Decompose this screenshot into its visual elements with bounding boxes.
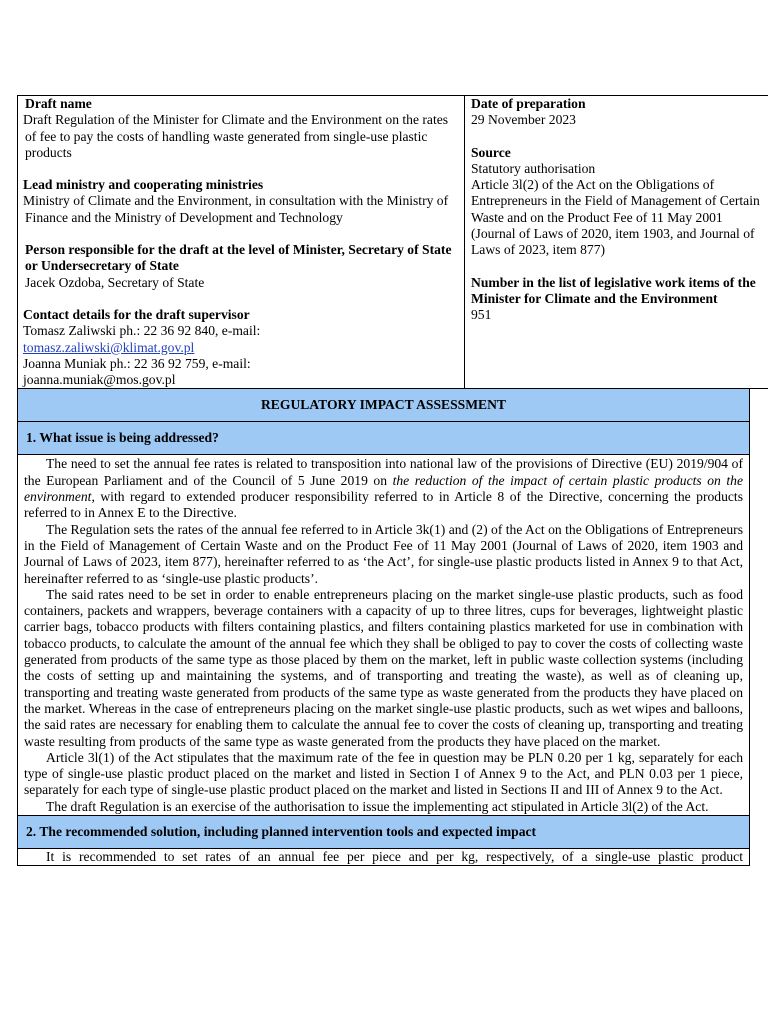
source-line-1: Statutory authorisation (471, 160, 596, 176)
section-1-paragraph: The need to set the annual fee rates is related to transposition into national law of the provisions of Directive (EU) 2019/904 of the European Parliament and of the Council of 5 June 2019 on the reduction of the impact of certain plastic products on the environment, with regard to extended producer responsibility referred to in Article 8 of the Directive, concerning the products referred to in Annex E to the Directive. (24, 456, 743, 521)
work-item-number-value: 951 (471, 307, 492, 323)
draft-name-label: Draft name (25, 96, 92, 111)
header-table (17, 95, 768, 389)
contact-email-link[interactable]: tomasz.zaliwski@klimat.gov.pl (23, 339, 195, 355)
person-responsible-label: Person responsible for the draft at the level of Minister, Secretary of State or Undersecretary of State (25, 242, 452, 274)
section-2-heading: 2. The recommended solution, including planned intervention tools and expected impact (26, 823, 537, 839)
section-1-heading: 1. What issue is being addressed? (26, 430, 219, 446)
lead-ministry-value: Ministry of Climate and the Environment, in consultation with the Ministry of Finance and the Ministry of Development and Technology (23, 193, 449, 225)
section-1-body (17, 455, 750, 816)
section-1-paragraph: Article 3l(1) of the Act stipulates that the maximum rate of the fee in question may be PLN 0.20 per 1 kg, separately for each type of single-use plastic product placed on the market and listed in Section I of Annex 9 to the Act, and PLN 0.03 per 1 piece, separately for each type of single-use plastic product placed on the market and listed in Sections II and III of Annex 9 to the Act. (24, 749, 743, 798)
section-1-paragraph: The draft Regulation is an exercise of the authorisation to issue the implementing act stipulated in Article 3l(2) of the Act. (46, 798, 709, 814)
section-1-paragraph: The Regulation sets the rates of the annual fee referred to in Article 3k(1) and (2) of the Act on the Obligations of Entrepreneurs in the Field of Management of Certain Waste and on the Product Fee of 11 May 2001 (Journal of Laws of 2020, item 1903 and Journal of Laws of 2023, item 877), hereinafter referred to as ‘the Act’, for single-use plastic products listed in Annex 9 to that Act, hereinafter referred to as ‘single-use plastic products’. (24, 521, 743, 586)
contact-line-2: Joanna Muniak ph.: 22 36 92 759, e-mail: (23, 355, 251, 371)
ria-title-bar (17, 389, 750, 422)
work-item-number-label: Number in the list of legislative work items of the Minister for Climate and the Environment (471, 274, 756, 306)
document-page (17, 95, 760, 866)
contact-email-2: joanna.muniak@mos.gov.pl (23, 372, 176, 388)
draft-info-cell (18, 96, 465, 389)
section-2-body (17, 849, 750, 866)
date-source-cell (465, 96, 768, 389)
date-value: 29 November 2023 (471, 112, 576, 128)
person-responsible-value: Jacek Ozdoba, Secretary of State (25, 274, 205, 290)
section-1-paragraph: The said rates need to be set in order to enable entrepreneurs placing on the market single-use plastic products, such as food containers, packets and wrappers, beverage containers with a capacity of up to three litres, cups for beverages, lightweight plastic carrier bags, tobacco products with filters containing plastics, and filters containing plastics marketed for use in combination with tobacco products, to calculate the amount of the annual fee which they shall be obliged to pay to cover the costs of collecting waste generated from products of the same type as those placed by them on the market, left in public waste collection systems (including the costs of setting up and maintaining the systems, and of transporting and treating the waste), as well as of cleaning up, transporting and treating waste generated from products of the same type as waste generated from the products they have placed on the market. Whereas in the case of entrepreneurs placing on the market single-use plastic products, such as wet wipes and balloons, the said rates are necessary for enabling them to calculate the annual fee to cover the costs of cleaning up, transporting and treating waste resulting from products of the same type as waste generated from the products they have placed on the market. (24, 586, 743, 749)
source-line-2: Article 3l(2) of the Act on the Obligations of Entrepreneurs in the Field of Management of Certain Waste and on the Product Fee of 11 May 2001 (Journal of Laws of 2020, item 1903, and Journal of Laws of 2023, item 877) (471, 177, 760, 258)
date-label: Date of preparation (471, 96, 586, 111)
contact-details-label: Contact details for the draft supervisor (23, 306, 250, 322)
ria-title: REGULATORY IMPACT ASSESSMENT (260, 397, 507, 413)
section-2-heading-bar (17, 816, 750, 849)
contact-line-1: Tomasz Zaliwski ph.: 22 36 92 840, e-mail: (23, 323, 261, 339)
section-2-paragraph: It is recommended to set rates of an annual fee per piece and per kg, respectively, of a single-use plastic product (46, 848, 743, 864)
lead-ministry-label: Lead ministry and cooperating ministries (23, 177, 264, 193)
section-1-heading-bar (17, 422, 750, 455)
draft-name-value: Draft Regulation of the Minister for Climate and the Environment on the rates of fee to pay the costs of handling waste generated from single-use plastic products (23, 112, 449, 160)
source-label: Source (471, 144, 511, 160)
